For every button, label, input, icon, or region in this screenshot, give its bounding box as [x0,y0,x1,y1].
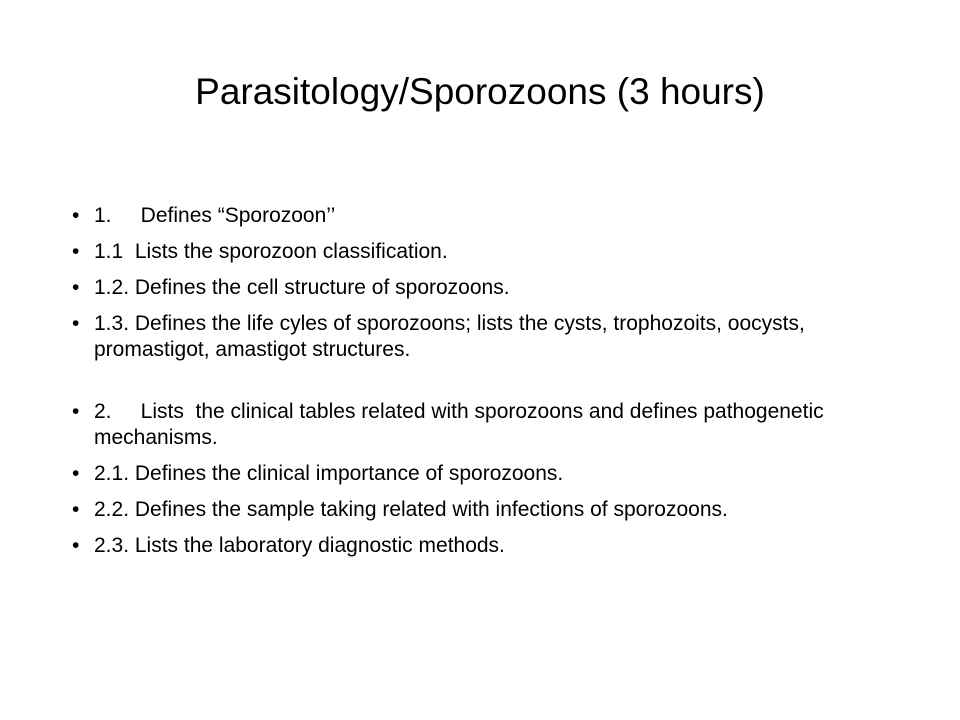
bullet-item: • 1.3. Defines the life cyles of sporozoons; lists the cysts, trophozoits, oocysts, promastigot, amastigot structures. [72,311,902,363]
bullet-item: • 2.3. Lists the laboratory diagnostic methods. [72,533,902,559]
bullet-item: • 1.2. Defines the cell structure of sporozoons. [72,275,902,301]
bullet-item: • 2. Lists the clinical tables related with sporozoons and defines pathogenetic mechanisms. [72,399,902,451]
bullet-item: • 1.1 Lists the sporozoon classification. [72,239,902,265]
slide-title: Parasitology/Sporozoons (3 hours) [195,71,765,112]
bullet-item: • 1. Defines “Sporozoon’’ [72,203,902,229]
bullet-item: • 2.2. Defines the sample taking related with infections of sporozoons. [72,497,902,523]
bullet-list [72,203,902,569]
bullet-item: • 2.1. Defines the clinical importance of sporozoons. [72,461,902,487]
